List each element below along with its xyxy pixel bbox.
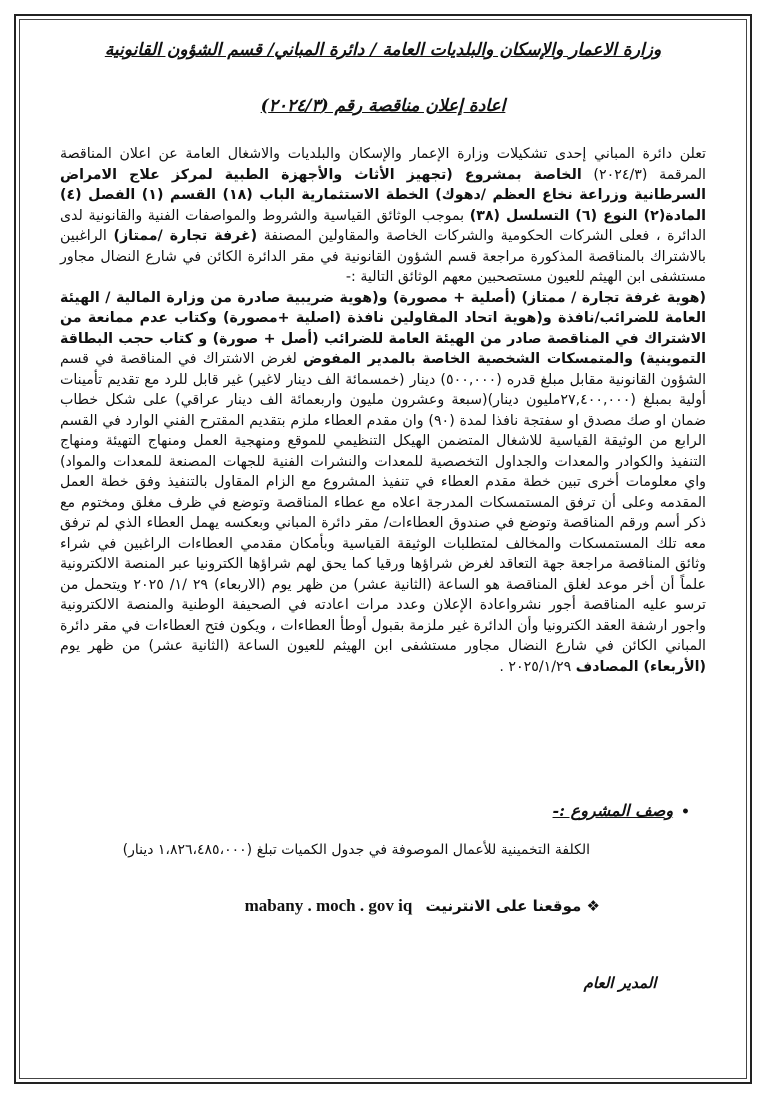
- estimated-cost: الكلفة التخمينية للأعمال الموصوفة في جدول الكميات تبلغ (١،٨٢٦،٤٨٥،٠٠٠ دينار): [122, 842, 590, 858]
- document-page: [14, 14, 752, 1084]
- paragraph-requirements: (هوية غرفة تجارة / ممتاز) (أصلية + مصورة) و(هوية ضريبية صادرة من وزارة المالية / الهيئة العامة للضرائب/نافذة و(هوية اتحاد المقاولين نافذة (اصلية +مصورة) وكتاب عدم ممانعة من الاشتراك في المناقصة صادر من الهيئة العامة للضرائب (أصل + صورة) و كتاب حجب البطاقة التموينية) والمتمسكات الشخصية الخاصة بالمدير المفوض لغرض الاشتراك في المناقصة في قسم الشؤون القانونية مقابل مبلغ قدره (٥٠٠,٠٠٠) دينار (خمسمائة الف دينار لاغير) غير قابل للرد مع تقديم تأمينات أولية بمبلغ (٢٧,٤٠٠,٠٠٠مليون دينار)(سبعة وعشرون مليون واربعمائة الف دينار عراقي) على شكل خطاب ضمان او صك مصدق او سفتجة نافذا لمدة (٩٠) وان مقدم العطاء ملزم بتقديم المقترح الفني الوارد في القسم الرابع من الوثيقة القياسية للاشغال المتضمن الهيكل التنظيمي للموقع ومنهجية العمل ومنهاج التهيئة ومنهاج التنفيذ والكوادر والمعدات والجداول التخصصية للمعدات والنشرات الفنية للجهات المصنعة للمعدات والمواد) واي معلومات أخرى تبين خطة مقدم العطاء في تنفيذ المشروع مع الزام المقاول بالتنفيذ وفق خطة العمل المقدمه وعلى أن ترفق المستمسكات المدرجة اعلاه مع عطاء المناقصة وتوضع في ظرف مغلق ومختوم مع ذكر أسم ورقم المناقصة وتوضع في صندوق العطاءات/ مقر دائرة المباني وبعكسه يهمل العطاء الذي لم ترفق معه تلك المستمسكات والمخالف لمتطلبات الوثيقة القياسية وبأمكان مقدمي العطاءات الراغبين في شراء وثائق المناقصة مراجعة جهة التعاقد لغرض شراؤها ورقيا كما يحق لهم شراؤها الكترونيا عبر المنصة الالكترونية علماً أن أخر موعد لغلق المناقصة هو الساعة (الثانية عشر) من ظهر يوم (الاربعاء) ٢٩ /١/ ٢٠٢٥ ويتحمل من ترسو عليه المناقصة أجور نشرواعادة الإعلان وعدد مرات اعادته في الصحيفة الوطنية والمنصة الالكترونية واجور ارشفة العقد الكترونيا وأن الدائرة غير ملزمة بقبول أوطأ العطاءات ، ويكون فتح العطاءات في مقر دائرة المباني الكائن في شارع النضال مجاور مستشفى ابن الهيثم للعيون الساعة (الثانية عشر) من ظهر يوم (الأربعاء) المصادف ٢٠٢٥/١/٢٩ .: [60, 289, 707, 675]
- website-url: mabany . moch . gov iq: [244, 896, 413, 915]
- announcement-body: [60, 144, 706, 677]
- diamond-bullet-icon: ❖: [586, 897, 600, 915]
- website-label: موقعنا على الانترنيت: [425, 897, 582, 915]
- announcement-title: اعادة إعلان مناقصة رقم (٢٠٢٤/٣): [260, 96, 506, 116]
- ministry-header: وزارة الاعمار والإسكان والبلديات العامة / دائرة المباني/ قسم الشؤون القانونية: [104, 40, 662, 60]
- bullet-icon: •: [681, 804, 690, 820]
- signature: المدير العام: [583, 974, 657, 992]
- project-description-title: •وصف المشروع :-: [552, 801, 690, 820]
- paragraph-intro: تعلن دائرة المباني إحدى تشكيلات وزارة الإعمار والإسكان والبلديات والاشغال العامة عن اعلان المناقصة المرقمة (٢٠٢٤/٣) الخاصة بمشروع (تجهيز الأثاث والأجهزة الطبية لمركز علاج الامراض السرطانية وزراعة نخاع العظم /دهوك) الخطة الاستثمارية الباب (١٨) القسم (١) الفصل (٤) المادة(٢) النوع (٦) التسلسل (٣٨) بموجب الوثائق القياسية والشروط والمواصفات الفنية والقانونية لدى الدائرة ، فعلى الشركات الحكومية والشركات الخاصة والمقاولين المصنفة (غرفة تجارة /ممتاز) الراغبين بالاشتراك بالمناقصة المذكورة مراجعة قسم الشؤون القانونية في مقر الدائرة الكائن في شارع النضال مجاور مستشفى ابن الهيثم للعيون مستصحبين معهم الوثائق التالية :-: [60, 146, 707, 285]
- website-line: [245, 896, 600, 916]
